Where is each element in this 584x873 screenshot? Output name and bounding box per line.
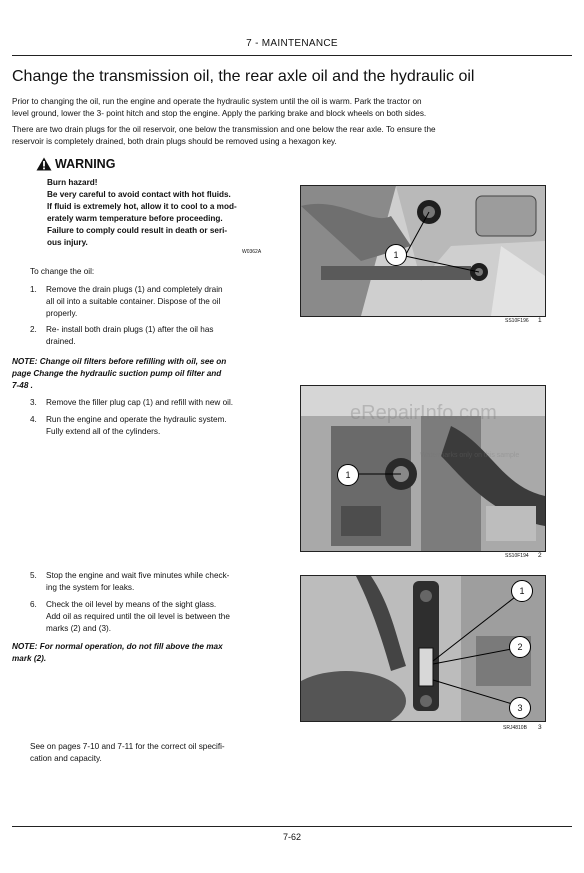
- note-oil-filters: NOTE: Change oil filters before refilling with oil, see on page Change the hydraulic suction pump oil filter and 7-48 .: [12, 357, 227, 390]
- step-text: Check the oil level by means of the sight glass. Add oil as required until the oil level is between the marks (2) and (3).: [46, 600, 230, 633]
- warning-text: Burn hazard! Be very careful to avoid contact with hot fluids. If fluid is extremely hot, allow it to cool to a mod- erately warm temperature before proceeding. Failure to comply could result in death or seri- ous injury.: [47, 178, 237, 247]
- watermark-text: eRepairInfo.com: [350, 402, 497, 424]
- step-text: Remove the drain plugs (1) and completely drain all oil into a suitable container. Dispose of the oil properly.: [46, 285, 223, 318]
- to-change-label: To change the oil:: [30, 267, 95, 276]
- figure-3-number: 3: [538, 724, 542, 731]
- page-title: Change the transmission oil, the rear axle oil and the hydraulic oil: [12, 68, 475, 85]
- figure-3-code: SRJ4810B: [503, 725, 527, 731]
- step-text: Re- install both drain plugs (1) after the oil has drained.: [46, 325, 214, 346]
- warning-code: W0362A: [242, 249, 262, 255]
- callout-marker: 2: [509, 636, 531, 658]
- step-number: 6.: [30, 600, 37, 609]
- step-number: 1.: [30, 285, 37, 294]
- callout-marker: 1: [337, 464, 359, 486]
- callout-marker: 3: [509, 697, 531, 719]
- step-text: Run the engine and operate the hydraulic system. Fully extend all of the cylinders.: [46, 415, 227, 436]
- watermark-subtext: Watermarks only on this sample: [420, 452, 520, 459]
- closing-line-2: cation and capacity.: [30, 754, 102, 763]
- figure-2-number: 2: [538, 552, 542, 559]
- warning-label: WARNING: [55, 157, 116, 171]
- figure-1-number: 1: [538, 317, 542, 324]
- step-number: 5.: [30, 571, 37, 580]
- warning-triangle-icon: [36, 157, 52, 171]
- step-text: Stop the engine and wait five minutes while check- ing the system for leaks.: [46, 571, 230, 592]
- page-number: 7-62: [282, 832, 301, 842]
- intro-paragraph-1: [12, 96, 548, 120]
- intro-p1-line1: Prior to changing the oil, run the engine and operate the hydraulic system until the oil is warm. Park the tractor on: [12, 97, 422, 106]
- figure-3-photo: [300, 575, 546, 722]
- figure-2-code: SS10F194: [505, 553, 529, 559]
- step-text: Remove the filler plug cap (1) and refill with new oil.: [46, 398, 234, 407]
- intro-paragraph-2: [12, 124, 548, 148]
- warning-heading: [36, 157, 115, 171]
- intro-p2-line1: There are two drain plugs for the oil reservoir, one below the transmission and one below the rear axle. To ensure the: [12, 125, 436, 134]
- step-number: 2.: [30, 325, 37, 334]
- intro-p2-line2: reservoir is completely drained, both drain plugs should be removed using a hexagon key.: [12, 137, 337, 146]
- figure-1-code: SS10F196: [505, 318, 529, 324]
- callout-marker: 1: [385, 244, 407, 266]
- header-rule: [12, 55, 572, 56]
- intro-p1-line2: level ground, lower the 3- point hitch and stop the engine. Apply the parking brake and block wheels on both sides.: [12, 109, 427, 118]
- section-header: 7 - MAINTENANCE: [246, 38, 338, 49]
- transmission-drain-illustration: [301, 186, 545, 316]
- closing-line-1: See on pages 7-10 and 7-11 for the correct oil specifi-: [30, 742, 225, 751]
- step-number: 3.: [30, 398, 37, 407]
- note-max-mark: NOTE: For normal operation, do not fill above the max mark (2).: [12, 642, 223, 663]
- step-number: 4.: [30, 415, 37, 424]
- footer-rule: [12, 826, 572, 827]
- closing-paragraph: [30, 741, 225, 765]
- figure-1-photo: [300, 185, 546, 317]
- callout-marker: 1: [511, 580, 533, 602]
